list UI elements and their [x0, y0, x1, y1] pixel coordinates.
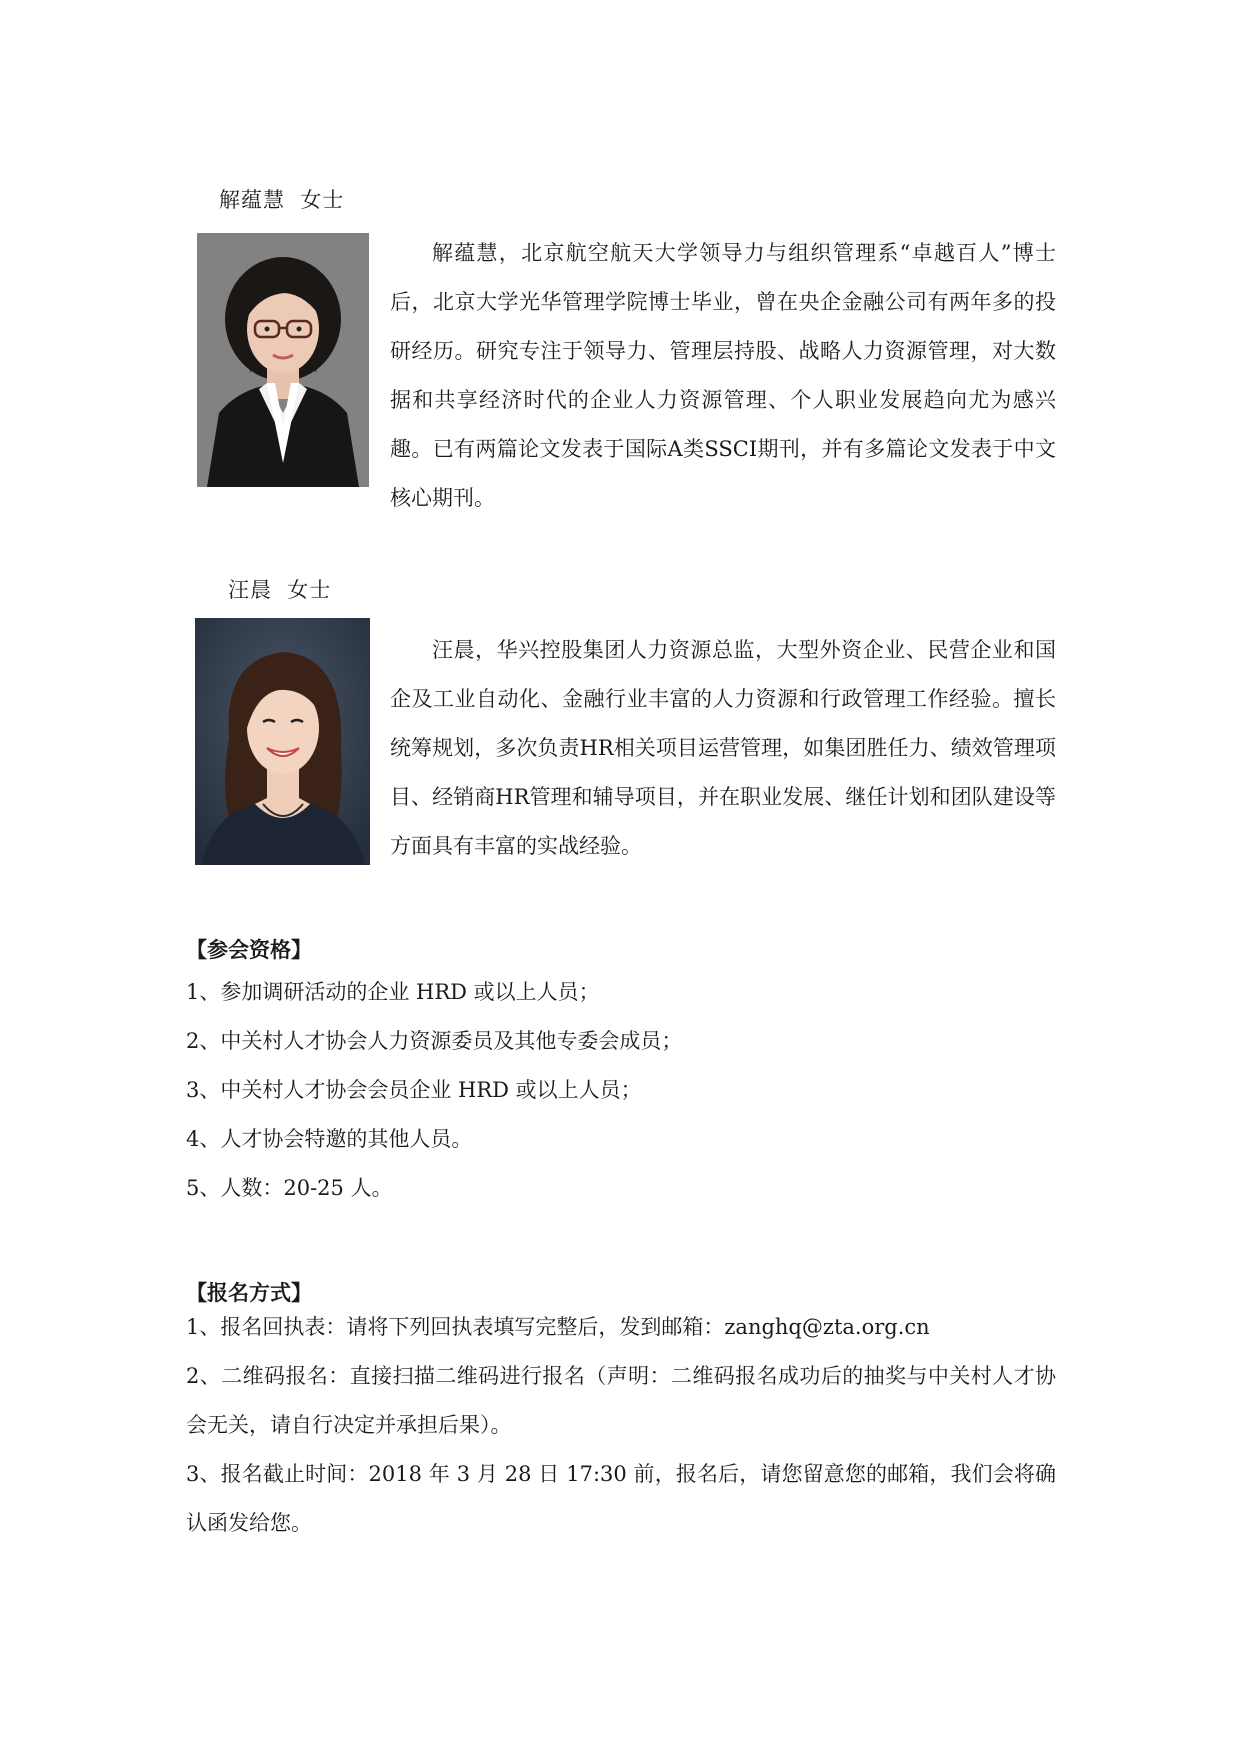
portrait-woman-glasses-image [197, 233, 369, 487]
speaker-name-1: 解蕴慧 女士 [219, 188, 345, 212]
qualification-item: 1、参加调研活动的企业 HRD 或以上人员； [186, 980, 600, 1004]
speaker-name-2: 汪晨 女士 [228, 578, 332, 602]
registration-item: 2、二维码报名：直接扫描二维码进行报名（声明：二维码报名成功后的抽奖与中关村人才协会无关，请自行决定并承担后果）。 [186, 1364, 1056, 1437]
qualification-item: 5、人数：20-25 人。 [186, 1176, 393, 1200]
speaker-bio-1: 解蕴慧，北京航空航天大学领导力与组织管理系“卓越百人”博士后，北京大学光华管理学院博士毕业，曾在央企金融公司有两年多的投研经历。研究专注于领导力、管理层持股、战略人力资源管理，对大数据和共享经济时代的企业人力资源管理、个人职业发展趋向尤为感兴趣。已有两篇论文发表于国际A类SSCI期刊，并有多篇论文发表于中文核心期刊。 [390, 241, 1056, 510]
speaker-photo-1 [197, 233, 369, 487]
registration-item: 1、报名回执表：请将下列回执表填写完整后，发到邮箱：zanghq@zta.org.cn [186, 1315, 930, 1339]
registration-item: 3、报名截止时间：2018 年 3 月 28 日 17:30 前，报名后，请您留意您的邮箱，我们会将确认函发给您。 [186, 1462, 1056, 1535]
qualification-item: 4、人才协会特邀的其他人员。 [186, 1127, 473, 1151]
speaker-photo-2 [195, 618, 370, 865]
qualification-item: 3、中关村人才协会会员企业 HRD 或以上人员； [186, 1078, 642, 1102]
registration-section-title: 【报名方式】 [186, 1280, 312, 1305]
portrait-woman-smiling-image [195, 618, 370, 865]
speaker-bio-2: 汪晨，华兴控股集团人力资源总监，大型外资企业、民营企业和国企及工业自动化、金融行业丰富的人力资源和行政管理工作经验。擅长统筹规划，多次负责HR相关项目运营管理，如集团胜任力、绩效管理项目、经销商HR管理和辅导项目，并在职业发展、继任计划和团队建设等方面具有丰富的实战经验。 [390, 638, 1056, 858]
qualification-section-title: 【参会资格】 [186, 937, 312, 962]
qualification-item: 2、中关村人才协会人力资源委员及其他专委会成员； [186, 1029, 683, 1053]
